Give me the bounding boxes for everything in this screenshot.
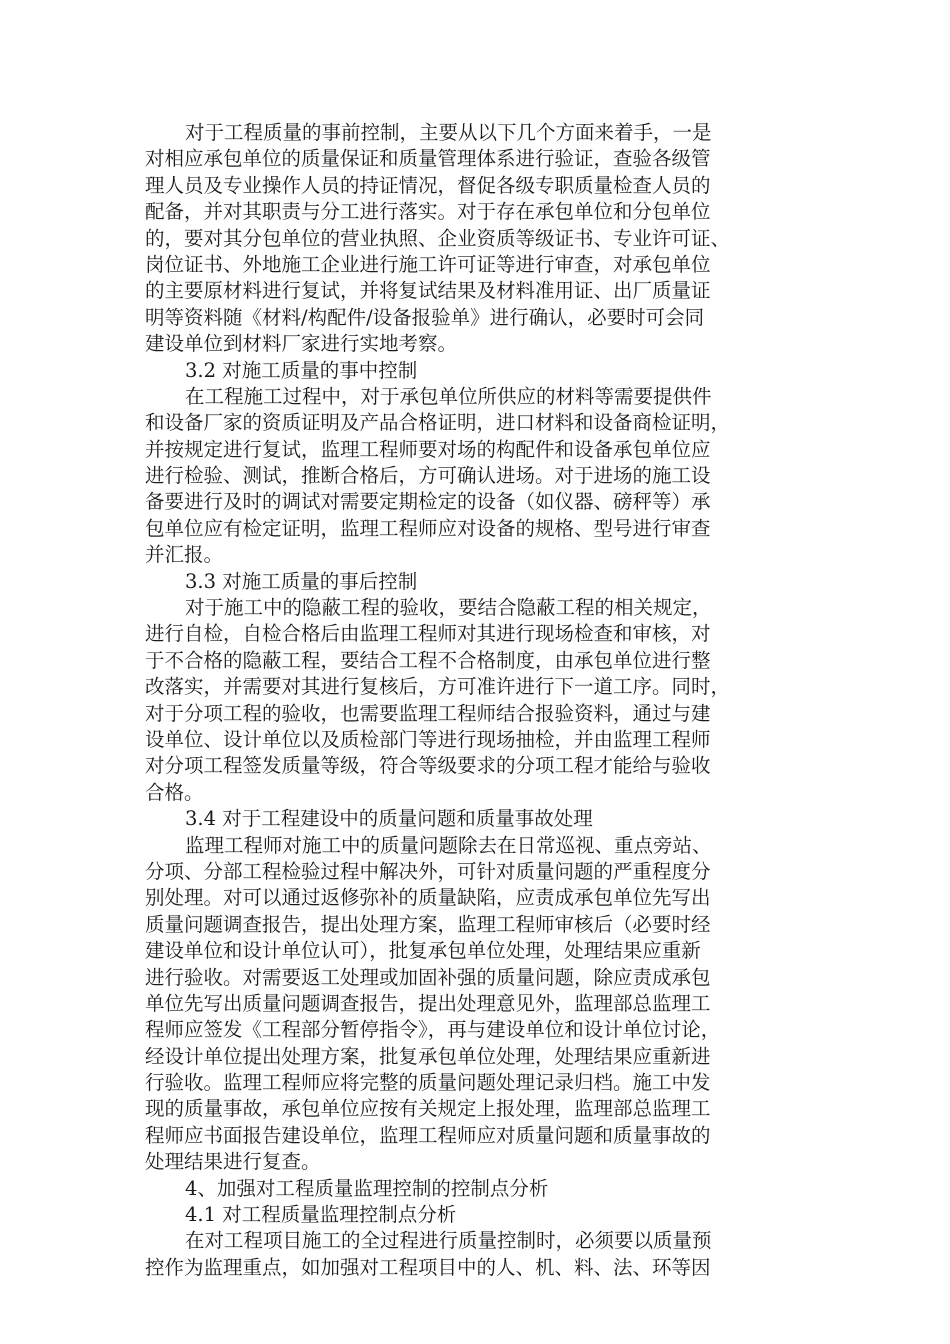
text-line: 包单位应有检定证明，监理工程师应对设备的规格、型号进行审查 xyxy=(145,516,711,540)
text-line: 对于工程质量的事前控制，主要从以下几个方面来着手，一是 xyxy=(185,121,712,144)
text-line: 程师应书面报告建设单位，监理工程师应对质量问题和质量事故的 xyxy=(145,1123,711,1147)
text-line: 在对工程项目施工的全过程进行质量控制时，必须要以质量预 xyxy=(185,1229,712,1253)
text-line: 改落实，并需要对其进行复核后，方可准许进行下一道工序。同时， xyxy=(145,675,731,699)
text-line: 别处理。对可以通过返修弥补的质量缺陷，应责成承包单位先写出 xyxy=(145,886,711,910)
text-line: 并汇报。 xyxy=(145,543,224,567)
text-line: 和设备厂家的资质证明及产品合格证明，进口材料和设备商检证明， xyxy=(145,411,731,435)
text-line: 岗位证书、外地施工企业进行施工许可证等进行审查，对承包单位 xyxy=(145,252,711,276)
text-line: 对分项工程签发质量等级，符合等级要求的分项工程才能给与验收 xyxy=(145,754,711,778)
text-line: 控作为监理重点，如加强对工程项目中的人、机、料、法、环等因 xyxy=(145,1255,711,1279)
text-line: 行验收。监理工程师应将完整的质量问题处理记录归档。施工中发 xyxy=(145,1071,711,1095)
text-line: 进行自检，自检合格后由监理工程师对其进行现场检查和审核，对 xyxy=(145,622,711,646)
text-line: 建设单位和设计单位认可），批复承包单位处理，处理结果应重新 xyxy=(145,939,701,963)
text-line: 单位先写出质量问题调查报告，提出处理意见外，监理部总监理工 xyxy=(145,991,711,1015)
document-body xyxy=(145,120,805,1281)
text-line: 3.2 对施工质量的事中控制 xyxy=(185,358,418,382)
text-line: 4.1 对工程质量监理控制点分析 xyxy=(185,1203,457,1227)
text-line: 设单位、设计单位以及质检部门等进行现场抽检，并由监理工程师 xyxy=(145,727,711,751)
text-line: 现的质量事故，承包单位应按有关规定上报处理，监理部总监理工 xyxy=(145,1097,711,1121)
text-line: 建设单位到材料厂家进行实地考察。 xyxy=(145,332,458,356)
text-line: 3.4 对于工程建设中的质量问题和质量事故处理 xyxy=(185,807,593,831)
text-line: 在工程施工过程中，对于承包单位所供应的材料等需要提供件 xyxy=(185,384,712,408)
text-line: 的主要原材料进行复试，并将复试结果及材料准用证、出厂质量证 xyxy=(145,279,711,303)
text-line: 对于分项工程的验收，也需要监理工程师结合报验资料，通过与建 xyxy=(145,701,711,725)
text-line: 并按规定进行复试，监理工程师要对场的构配件和设备承包单位应 xyxy=(145,437,711,461)
text-line: 的，要对其分包单位的营业执照、企业资质等级证书、专业许可证、 xyxy=(145,226,731,250)
text-line: 明等资料随《材料/构配件/设备报验单》进行确认，必要时可会同 xyxy=(145,305,705,329)
text-line: 3.3 对施工质量的事后控制 xyxy=(185,569,418,593)
text-line: 备要进行及时的调试对需要定期检定的设备（如仪器、磅秤等）承 xyxy=(145,490,711,514)
text-line: 对于施工中的隐蔽工程的验收，要结合隐蔽工程的相关规定， xyxy=(185,596,712,620)
text-line: 监理工程师对施工中的质量问题除去在日常巡视、重点旁站、 xyxy=(185,833,712,857)
text-line: 理人员及专业操作人员的持证情况，督促各级专职质量检查人员的 xyxy=(145,173,711,197)
text-line: 配备，并对其职责与分工进行落实。对于存在承包单位和分包单位 xyxy=(145,200,711,224)
text-line: 4、加强对工程质量监理控制的控制点分析 xyxy=(185,1176,549,1200)
text-line: 程师应签发《工程部分暂停指令》，再与建设单位和设计单位讨论， xyxy=(145,1018,721,1042)
text-line: 处理结果进行复查。 xyxy=(145,1150,321,1174)
text-line: 于不合格的隐蔽工程，要结合工程不合格制度，由承包单位进行整 xyxy=(145,648,711,672)
text-line: 经设计单位提出处理方案，批复承包单位处理，处理结果应重新进 xyxy=(145,1044,711,1068)
text-line: 进行检验、测试，推断合格后，方可确认进场。对于进场的施工设 xyxy=(145,464,711,488)
text-line: 质量问题调查报告，提出处理方案，监理工程师审核后（必要时经 xyxy=(145,912,711,936)
text-line: 合格。 xyxy=(145,780,204,804)
text-line: 进行验收。对需要返工处理或加固补强的质量问题，除应责成承包 xyxy=(145,965,711,989)
text-line: 对相应承包单位的质量保证和质量管理体系进行验证，查验各级管 xyxy=(145,147,711,171)
text-line: 分项、分部工程检验过程中解决外，可针对质量问题的严重程度分 xyxy=(145,859,711,883)
